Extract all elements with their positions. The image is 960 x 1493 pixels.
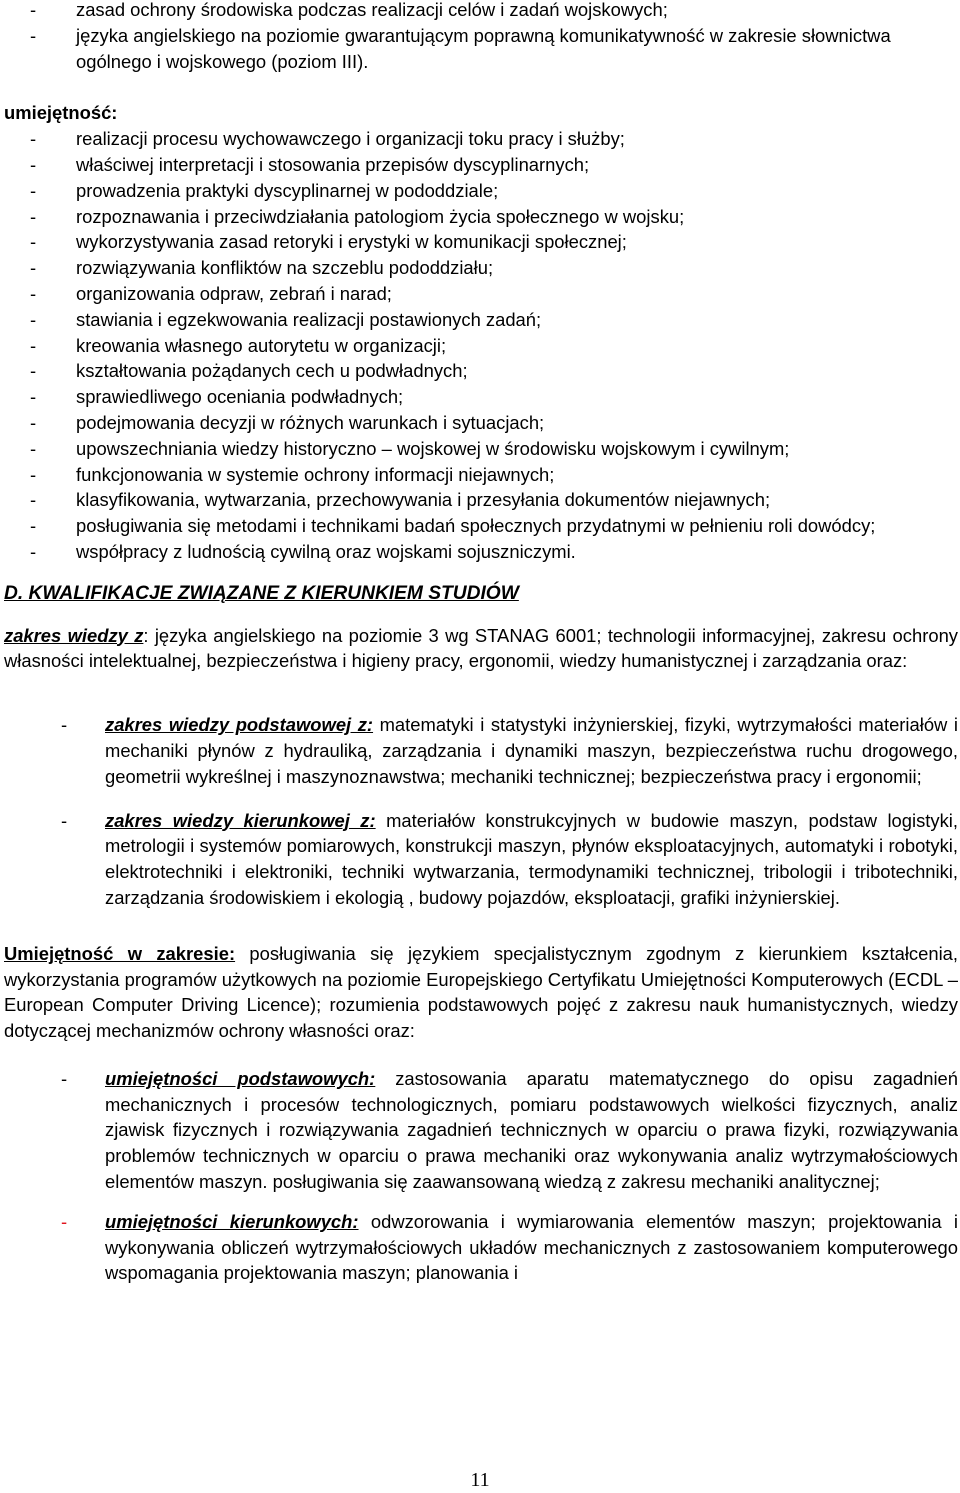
list-item-text: klasyfikowania, wytwarzania, przechowywania i przesyłania dokumentów niejawnych; (76, 489, 771, 511)
list-item (4, 410, 958, 436)
list-dash: - (30, 231, 37, 253)
list-dash: - (30, 257, 37, 279)
list-item (4, 539, 958, 565)
list-dash: - (30, 153, 37, 175)
list-item-text: matematyki i statystyki inżynierskiej, fizyki, wytrzymałości materiałów i mechaniki płynów z hydrauliką, zarządzania i dynamiki maszyn, bezpieczeństwa ruchu drogowego, geometrii wykreślnej i maszynoznawstwa; mechaniki technicznej; bezpieczeństwa pracy i ergonomii; (105, 714, 958, 787)
list-dash: - (30, 437, 37, 459)
knowledge-text: : języka angielskiego na poziomie 3 wg STANAG 6001; technologii informacyjnej, zakresu ochrony własności intelektualnej, bezpieczeństwa i higieny pracy, ergonomii, wiedzy humanistycznej i zarządzania oraz: (4, 624, 958, 672)
list-item (4, 255, 958, 281)
list-dash: - (30, 308, 37, 330)
list-item-text: rozpoznawania i przeciwdziałania patologiom życia społecznego w wojsku; (76, 205, 685, 227)
list-item-text: rozwiązywania konfliktów na szczeblu pododdziału; (76, 257, 494, 279)
list-item-text: funkcjonowania w systemie ochrony informacji niejawnych; (76, 463, 555, 485)
list-item (4, 462, 958, 488)
skills-paragraph (4, 941, 958, 1044)
list-item-text: podejmowania decyzji w różnych warunkach i sytuacjach; (76, 411, 545, 433)
list-item-text: właściwej interpretacji i stosowania przepisów dyscyplinarnych; (76, 153, 590, 175)
list-dash: - (61, 809, 68, 831)
list-dash: - (61, 714, 68, 736)
list-item (4, 229, 958, 255)
list-item-text: prowadzenia praktyki dyscyplinarnej w pododdziale; (76, 179, 499, 201)
list-item-label: umiejętności podstawowych: (105, 1067, 376, 1089)
list-item (4, 152, 958, 178)
skills-heading: umiejętność: (4, 102, 118, 124)
list-dash: - (61, 1210, 68, 1232)
list-dash: - (30, 24, 37, 46)
list-item (4, 487, 958, 513)
list-dash: - (30, 334, 37, 356)
list-dash: - (30, 540, 37, 562)
list-item (4, 513, 958, 539)
list-item (4, 1066, 958, 1195)
list-item (4, 358, 958, 384)
list-item-text: sprawiedliwego oceniania podwładnych; (76, 386, 404, 408)
list-item (4, 436, 958, 462)
list-item (4, 126, 958, 152)
list-dash: - (30, 489, 37, 511)
list-item (4, 333, 958, 359)
list-item-text: upowszechniania wiedzy historyczno – wojskowej w środowisku wojskowym i cywilnym; (76, 437, 790, 459)
knowledge-list (4, 712, 958, 911)
list-item-label: zakres wiedzy kierunkowej z: (105, 809, 376, 831)
list-item-text: wykorzystywania zasad retoryki i erystyki w komunikacji społecznej; (76, 231, 627, 253)
list-item-text: materiałów konstrukcyjnych w budowie maszyn, podstaw logistyki, metrologii i systemów pomiarowych, konstrukcji maszyn, płynów eksploatacyjnych, automatyki i robotyki, elektrotechniki i elektroniki, techniki wytwarzania, termodynamiki technicznej, tribologii i tribotechniki, zarządzania środowiskiem i ekologią , budowy pojazdów, eksploatacji, grafiki inżynierskiej. (105, 809, 958, 908)
list-item-text: realizacji procesu wychowawczego i organizacji toku pracy i służby; (76, 128, 625, 150)
list-item (4, 1209, 958, 1286)
list-dash: - (30, 205, 37, 227)
list-item-text: języka angielskiego na poziomie gwarantującym poprawną komunikatywność w zakresie słownictwa ogólnego i wojskowego (poziom III). (76, 24, 891, 72)
list-item (4, 281, 958, 307)
list-item (4, 204, 958, 230)
list-item-label: zakres wiedzy podstawowej z: (105, 714, 374, 736)
knowledge-paragraph (4, 623, 958, 675)
section-title: D. KWALIFIKACJE ZWIĄZANE Z KIERUNKIEM STUDIÓW (4, 582, 519, 604)
list-item (4, 384, 958, 410)
list-item-label: umiejętności kierunkowych: (105, 1210, 359, 1232)
list-item (4, 307, 958, 333)
skills-label: Umiejętność w zakresie: (4, 942, 236, 964)
top-list (4, 0, 958, 74)
list-dash: - (30, 463, 37, 485)
list-item-text: stawiania i egzekwowania realizacji postawionych zadań; (76, 308, 542, 330)
list-item-text: organizowania odpraw, zebrań i narad; (76, 282, 392, 304)
list-dash: - (61, 1067, 68, 1089)
list-item (4, 178, 958, 204)
list-dash: - (30, 360, 37, 382)
list-item (4, 808, 958, 911)
list-item-text: posługiwania się metodami i technikami badań społecznych przydatnymi w pełnieniu roli dowódcy; (76, 515, 876, 537)
list-item-text: współpracy z ludnością cywilną oraz wojskami sojuszniczymi. (76, 540, 576, 562)
knowledge-label: zakres wiedzy z (4, 624, 144, 646)
list-item-text: odwzorowania i wymiarowania elementów maszyn; projektowania i wykonywania obliczeń wytrzymałościowych układów mechanicznych z zastosowaniem komputerowego wspomagania projektowania maszyn; planowania i (105, 1210, 958, 1284)
list-dash: - (30, 282, 37, 304)
list-item-text: zasad ochrony środowiska podczas realizacji celów i zadań wojskowych; (76, 0, 668, 20)
list-dash: - (30, 515, 37, 537)
list-item (4, 0, 958, 23)
page-number: 11 (470, 1469, 490, 1491)
list-item-text: kreowania własnego autorytetu w organizacji; (76, 334, 447, 356)
skills-detail-list (4, 1066, 958, 1286)
list-item (4, 23, 958, 75)
list-dash: - (30, 411, 37, 433)
list-item-text: kształtowania pożądanych cech u podwładnych; (76, 360, 468, 382)
list-dash: - (30, 179, 37, 201)
document-page (4, 0, 958, 1286)
list-dash: - (30, 0, 37, 20)
list-item-text: zastosowania aparatu matematycznego do opisu zagadnień mechanicznych i procesów technologicznych, pomiaru podstawowych wielkości fizycznych, analiz zjawisk fizycznych i rozwiązywania zagadnień technicznych w oparciu o prawa fizyki, rozwiązywania problemów technicznych w oparciu o prawa mechaniki oraz wykonywania analiz wytrzymałościowych elementów maszyn. posługiwania się zaawansowaną wiedzą z zakresu mechaniki analitycznej; (105, 1067, 958, 1193)
list-dash: - (30, 128, 37, 150)
list-item (4, 712, 958, 789)
skills-list (4, 126, 958, 565)
list-dash: - (30, 386, 37, 408)
skills-text: posługiwania się językiem specjalistycznym zgodnym z kierunkiem kształcenia, wykorzystania programów użytkowych na poziomie Europejskiego Certyfikatu Umiejętności Komputerowych (ECDL – European Computer Driving Licence); rozumienia podstawowych pojęć z zakresu nauk humanistycznych, wiedzy dotyczącej mechanizmów ochrony własności oraz: (4, 942, 958, 1042)
